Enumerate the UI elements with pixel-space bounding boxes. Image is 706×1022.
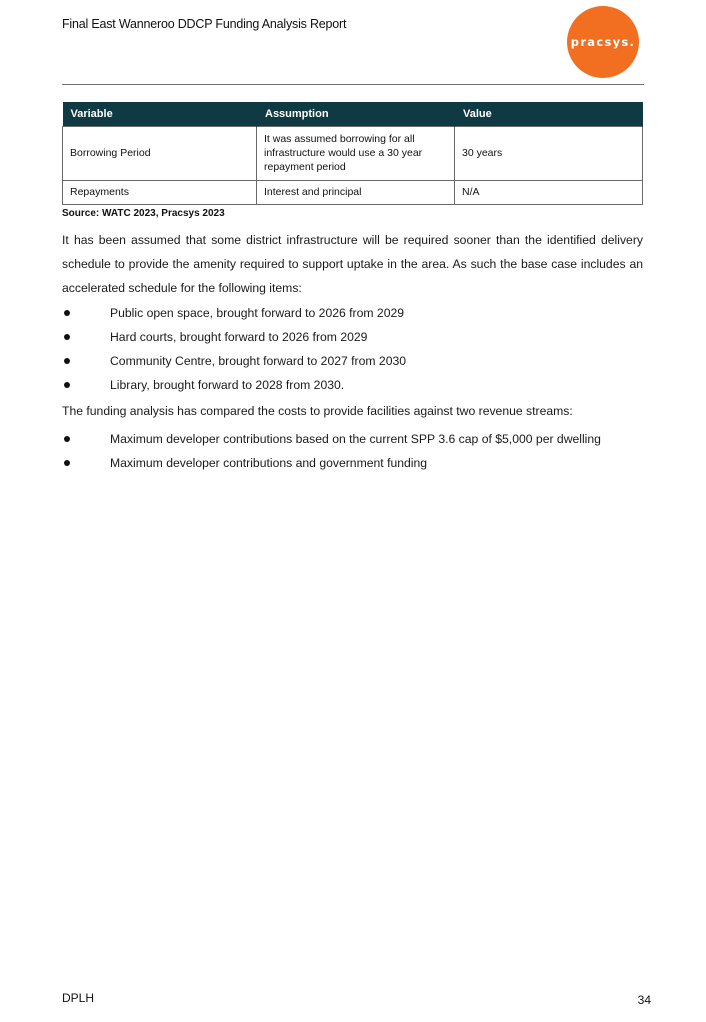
paragraph-revenue-streams: The funding analysis has compared the costs to provide facilities against two revenue streams: [62, 404, 573, 418]
list-item [62, 325, 643, 349]
footer-organisation: DPLH [62, 991, 95, 1005]
table-cell: Interest and principal [257, 180, 455, 204]
paragraph-accelerated-schedule: It has been assumed that some district infrastructure will be required sooner than the identified delivery schedule to provide the amenity required to support uptake in the area. As such the base case includes an accelerated schedule for the following items: [62, 233, 643, 295]
bullet-icon [64, 382, 70, 388]
list-item-text: Community Centre, brought forward to 2027 from 2030 [110, 354, 407, 368]
list-item [62, 301, 643, 325]
list-item [62, 451, 643, 475]
table-cell: Borrowing Period [63, 126, 257, 180]
bullet-icon [64, 310, 70, 316]
pracsys-logo [567, 6, 639, 78]
revenue-streams-list [62, 427, 643, 475]
list-item-text: Maximum developer contributions and government funding [110, 456, 428, 470]
list-item-text: Hard courts, brought forward to 2026 from 2029 [110, 330, 368, 344]
bullet-icon [64, 358, 70, 364]
table-header-row [63, 102, 643, 126]
list-item [62, 373, 643, 397]
list-item [62, 427, 643, 451]
list-item-text: Maximum developer contributions based on the current SPP 3.6 cap of $5,000 per dwelling [110, 432, 601, 446]
table-header-value: Value [455, 102, 643, 126]
table-cell: It was assumed borrowing for all infrastructure would use a 30 year repayment period [257, 126, 455, 180]
table-cell: Repayments [63, 180, 257, 204]
list-item-text: Library, brought forward to 2028 from 2030. [110, 378, 345, 392]
table-cell: 30 years [455, 126, 643, 180]
header-divider [62, 84, 644, 85]
bullet-icon [64, 334, 70, 340]
table-header-variable: Variable [63, 102, 257, 126]
bullet-icon [64, 436, 70, 442]
bullet-icon [64, 460, 70, 466]
page-number: 34 [637, 993, 651, 1007]
accelerated-items-list [62, 301, 643, 397]
list-item [62, 349, 643, 373]
list-item-text: Public open space, brought forward to 2026 from 2029 [110, 306, 405, 320]
assumptions-table [62, 102, 643, 205]
table-row [63, 180, 643, 204]
table-source: Source: WATC 2023, Pracsys 2023 [62, 208, 225, 219]
table-cell: N/A [455, 180, 643, 204]
logo-text: pracsys. [570, 35, 636, 49]
table-row [63, 126, 643, 180]
table-header-assumption: Assumption [257, 102, 455, 126]
report-title: Final East Wanneroo DDCP Funding Analysis Report [62, 17, 347, 31]
